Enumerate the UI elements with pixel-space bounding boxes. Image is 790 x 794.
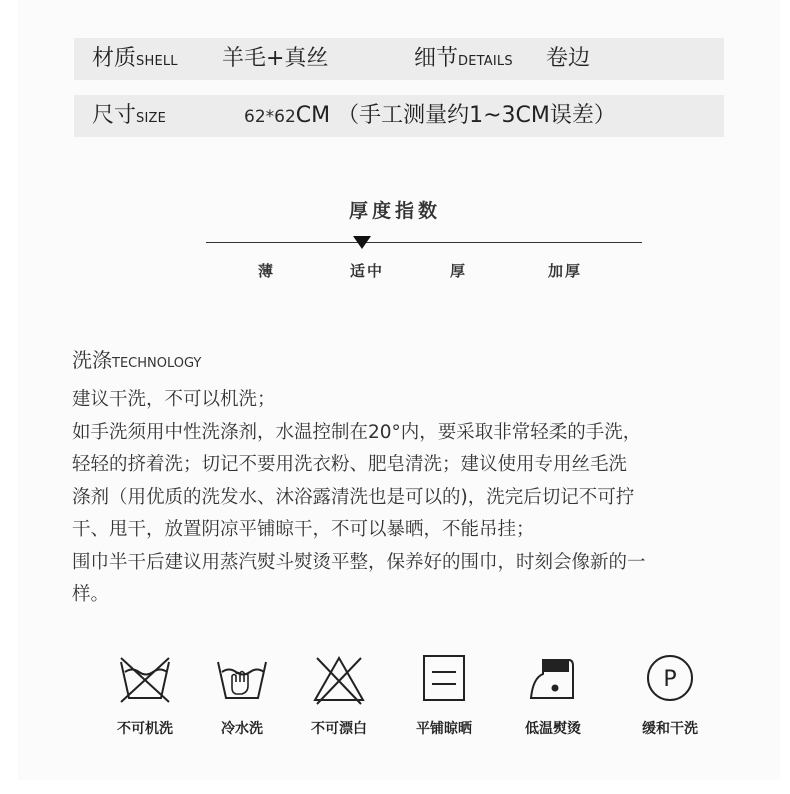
washing-line: 围巾半干后建议用蒸汽熨斗熨烫平整，保养好的围巾，时刻会像新的一 — [72, 551, 646, 573]
cold-hand-wash-icon — [212, 652, 272, 708]
washing-line: 干、甩干，放置阴凉平铺晾干，不可以暴晒，不能吊挂； — [72, 519, 535, 540]
material-value: 羊毛+真丝 — [222, 46, 329, 71]
dry-clean-letter: P — [663, 667, 677, 692]
care-item-no-bleach — [284, 652, 394, 738]
washing-line: 轻轻的挤着洗；切记不要用洗衣粉、肥皂清洗；建议使用专用丝毛洗 — [72, 454, 628, 475]
care-label: 低温熨烫 — [525, 721, 581, 737]
washing-line: 建议干洗，不可以机洗； — [72, 389, 276, 410]
care-item-flat-dry — [389, 652, 499, 738]
washing-line: 如手洗须用中性洗涤剂，水温控制在20°内，要采取非常轻柔的手洗， — [72, 421, 642, 443]
care-item-dry-clean — [615, 652, 725, 738]
washing-line: 样。 — [72, 584, 110, 605]
details-value: 卷边 — [546, 46, 591, 71]
spec-row-size — [74, 95, 724, 137]
care-label: 平铺晾晒 — [416, 721, 472, 737]
low-iron-icon — [523, 652, 583, 708]
care-label: 冷水洗 — [221, 721, 263, 737]
no-bleach-icon — [309, 652, 369, 708]
spec-row-material — [74, 38, 724, 80]
care-item-low-iron — [498, 652, 608, 738]
washing-line: 涤剂（用优质的洗发水、沐浴露清洗也是可以的)，洗完后切记不可拧 — [72, 486, 635, 508]
thickness-level-thick: 厚 — [450, 262, 468, 280]
thickness-level-thin: 薄 — [258, 262, 276, 280]
care-label: 不可机洗 — [117, 721, 173, 737]
care-label: 缓和干洗 — [642, 721, 698, 737]
size-label: 尺寸SIZE — [92, 103, 167, 128]
material-label: 材质SHELL — [92, 46, 178, 71]
washing-title: 洗涤TECHNOLOGY — [72, 348, 202, 372]
details-label: 细节DETAILS — [414, 46, 513, 71]
size-value: 62*62CM （手工测量约1~3CM误差） — [244, 103, 616, 128]
flat-dry-icon — [414, 652, 474, 708]
dry-clean-p-icon — [640, 652, 700, 708]
thickness-marker-icon — [353, 236, 371, 249]
care-item-no-machine-wash — [90, 652, 200, 738]
washing-instructions — [72, 384, 722, 612]
thickness-title: 厚度指数 — [348, 200, 441, 222]
care-item-cold-wash — [187, 652, 297, 738]
no-machine-wash-icon — [115, 652, 175, 708]
thickness-level-medium: 适中 — [350, 262, 385, 280]
thickness-scale-line — [206, 242, 642, 243]
care-label: 不可漂白 — [311, 721, 367, 737]
thickness-level-extra-thick: 加厚 — [548, 262, 583, 280]
